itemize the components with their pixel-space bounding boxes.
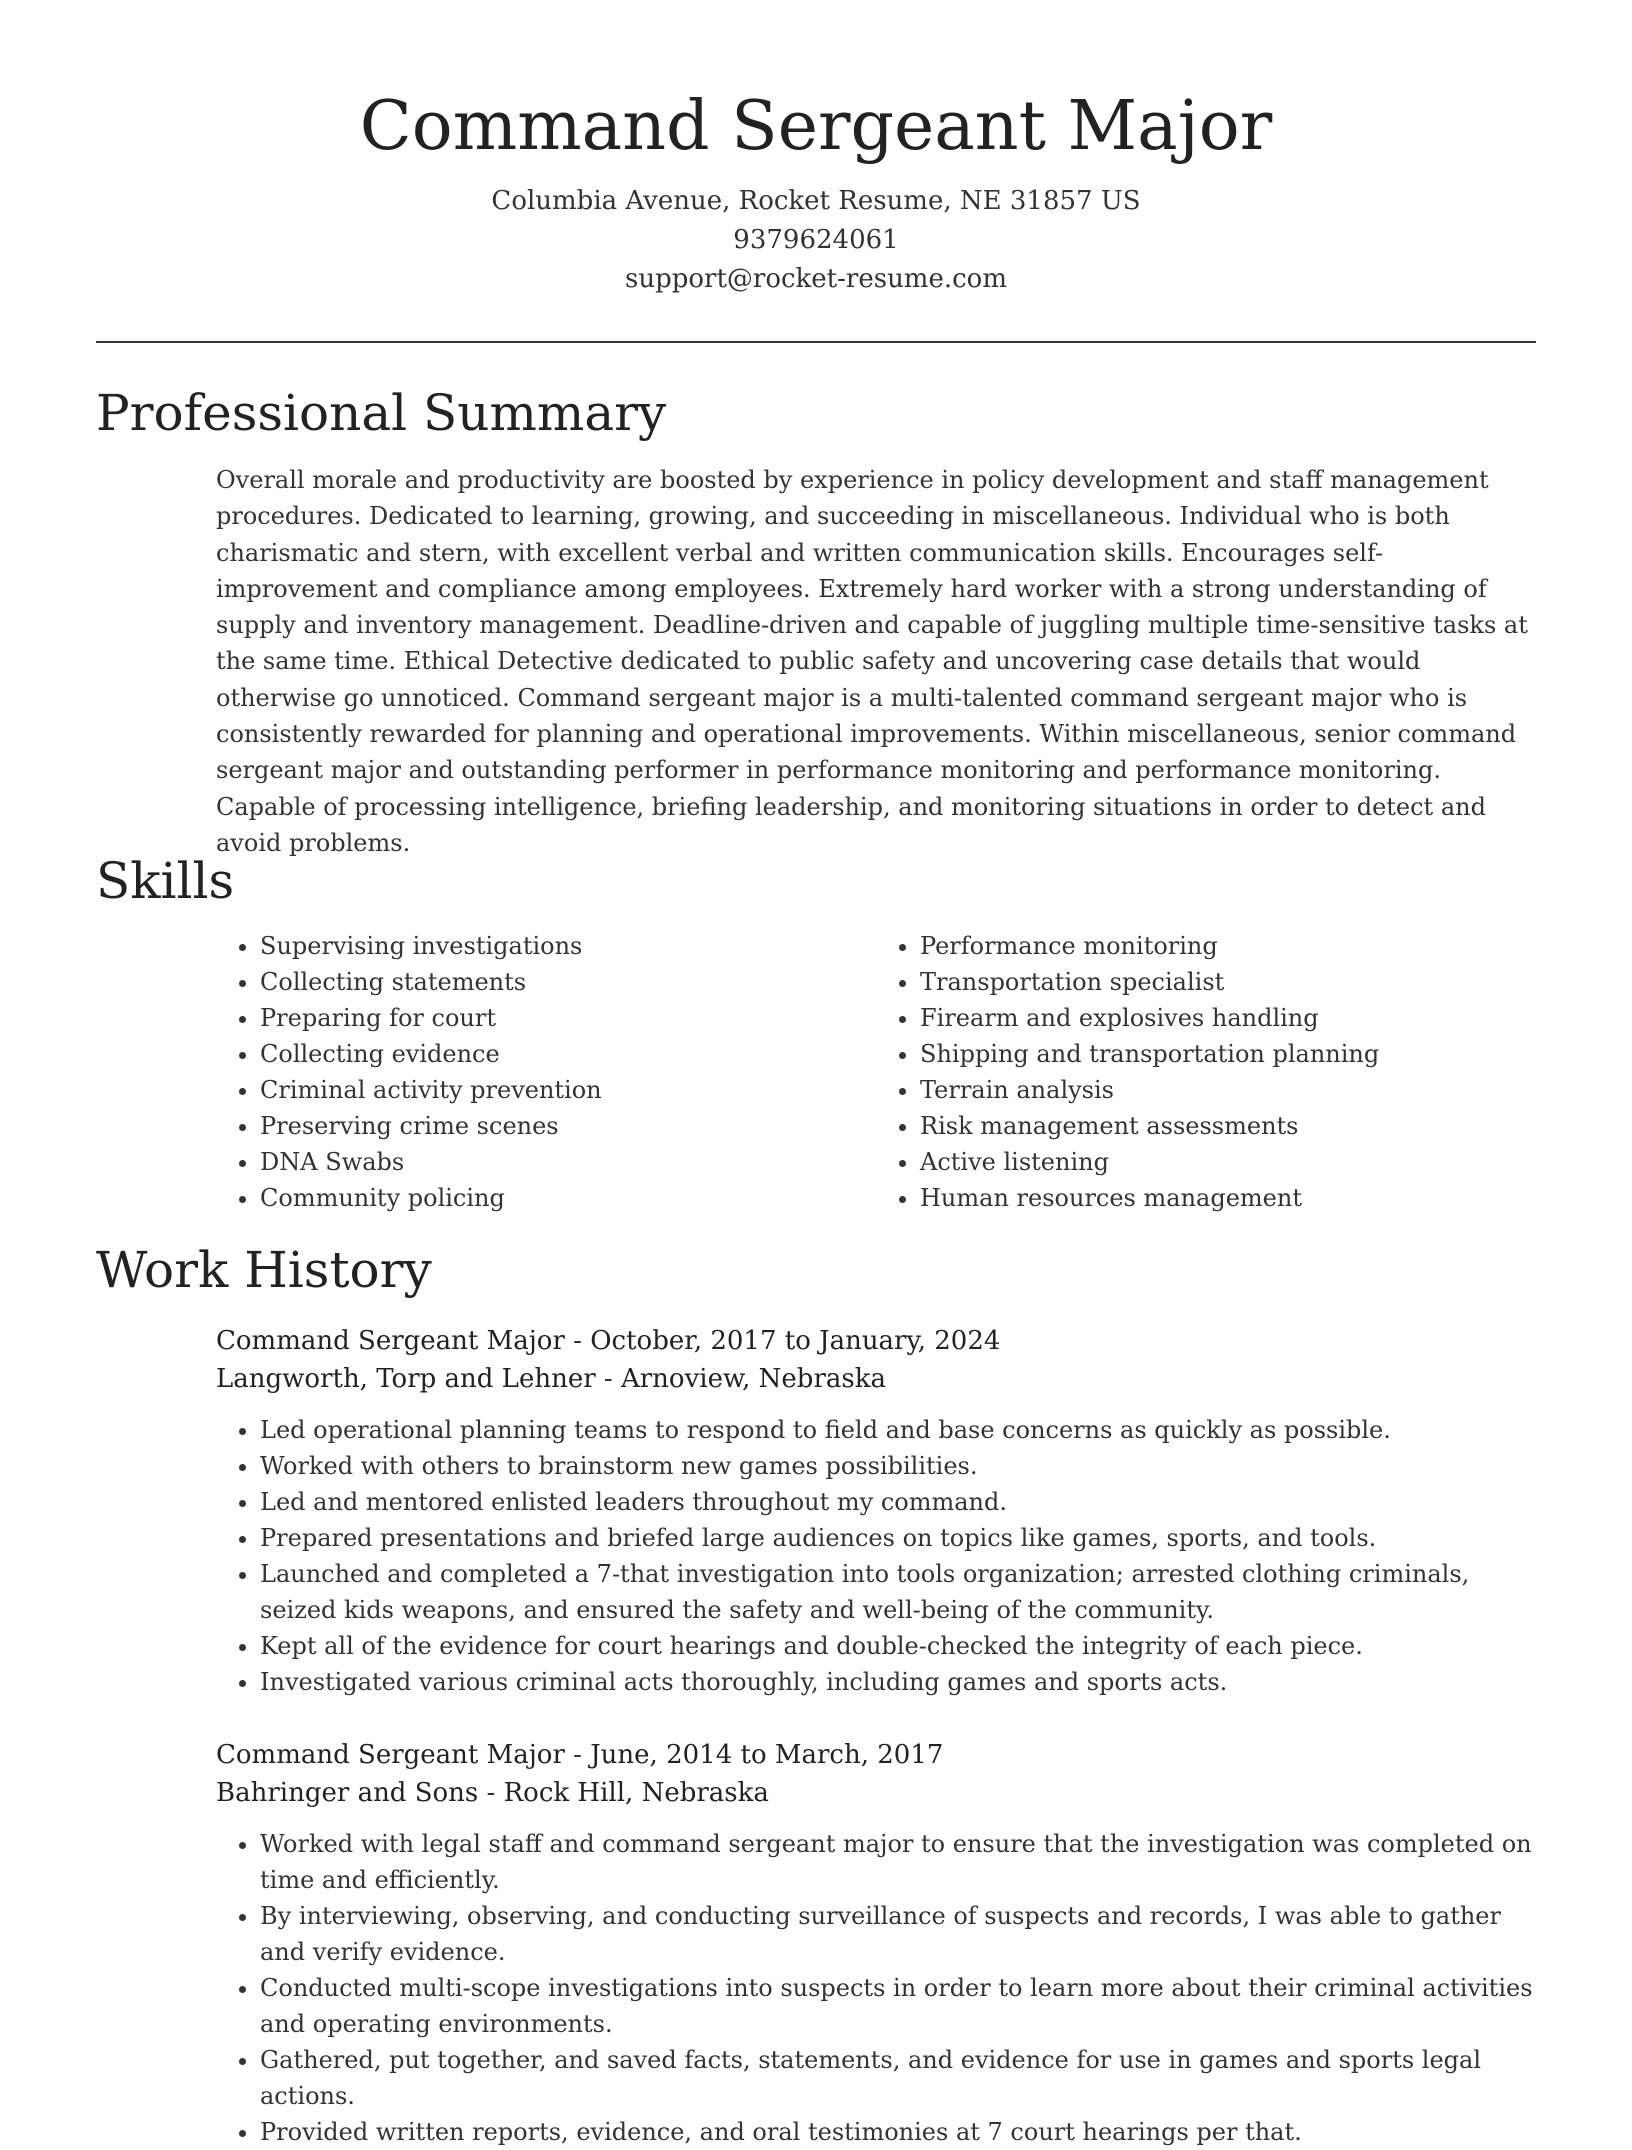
skills-heading: Skills (96, 852, 235, 910)
skill-item: • Community policing (260, 1180, 876, 1216)
skill-item: • Transportation specialist (920, 964, 1536, 1000)
separator: - (564, 1326, 591, 1356)
skill-item: • Preparing for court (260, 1000, 876, 1036)
header-divider (96, 341, 1536, 343)
skill-item: • Terrain analysis (920, 1072, 1536, 1108)
skills-list (216, 928, 1536, 1216)
job-dates: June, 2014 to March, 2017 (590, 1740, 944, 1770)
skill-item: • Preserving crime scenes (260, 1108, 876, 1144)
skill-item: • Performance monitoring (920, 928, 1536, 964)
responsibility-item: • Conducted multi-scope investigations into suspects in order to learn more about their criminal activities and operating environments. (260, 1970, 1536, 2042)
skill-item: • DNA Swabs (260, 1144, 876, 1180)
job-entry (216, 1322, 1536, 1700)
job-role: Command Sergeant Major (216, 1740, 565, 1770)
responsibility-item: • Launched and completed a 7-that investigation into tools organization; arrested clothing criminals, seized kids weapons, and ensured the safety and well-being of the community. (260, 1556, 1536, 1628)
job-role: Command Sergeant Major (216, 1326, 565, 1356)
skill-item: • Firearm and explosives handling (920, 1000, 1536, 1036)
separator: - (478, 1778, 504, 1808)
responsibility-item: • Led and mentored enlisted leaders throughout my command. (260, 1484, 1536, 1520)
job-company: Bahringer and Sons (216, 1778, 479, 1808)
job-responsibilities (216, 1826, 1536, 2150)
job-title-line (216, 1736, 1536, 1774)
skill-item: • Human resources management (920, 1180, 1536, 1216)
contact-block (0, 182, 1632, 299)
job-dates: October, 2017 to January, 2024 (590, 1326, 1001, 1356)
summary-heading: Professional Summary (96, 384, 667, 442)
job-entry (216, 1736, 1536, 2150)
separator: - (564, 1740, 591, 1770)
job-responsibilities (216, 1412, 1536, 1700)
job-location: Arnoview, Nebraska (620, 1364, 886, 1394)
summary-text: Overall morale and productivity are boosted by experience in policy development and staff management procedures. Dedicated to learning, growing, and succeeding in miscellaneous. Individual who is both charismatic and stern, with excellent verbal and written communication skills. Encourages self-improvement and compliance among employees. Extremely hard worker with a strong understanding of supply and inventory management. Deadline-driven and capable of juggling multiple time-sensitive tasks at the same time. Ethical Detective dedicated to public safety and uncovering case details that would otherwise go unnoticed. Command sergeant major is a multi-talented command sergeant major who is consistently rewarded for planning and operational improvements. Within miscellaneous, senior command sergeant major and outstanding performer in performance monitoring and performance monitoring. Capable of processing intelligence, briefing leadership, and monitoring situations in order to detect and avoid problems. (216, 466, 1528, 857)
responsibility-item: • Worked with legal staff and command sergeant major to ensure that the investigation was completed on time and efficiently. (260, 1826, 1536, 1898)
separator: - (595, 1364, 621, 1394)
job-title-line (216, 1322, 1536, 1360)
address: Columbia Avenue, Rocket Resume, NE 31857 US (491, 186, 1141, 216)
responsibility-item: • Prepared presentations and briefed large audiences on topics like games, sports, and tools. (260, 1520, 1536, 1556)
candidate-name: Command Sergeant Major (359, 87, 1273, 166)
resume-header (0, 0, 1632, 299)
skill-item: • Criminal activity prevention (260, 1072, 876, 1108)
phone-number: 9379624061 (733, 225, 899, 255)
skill-item: • Supervising investigations (260, 928, 876, 964)
skill-item: • Active listening (920, 1144, 1536, 1180)
skill-item: • Collecting evidence (260, 1036, 876, 1072)
job-company-line (216, 1774, 1536, 1812)
responsibility-item: • Investigated various criminal acts thoroughly, including games and sports acts. (260, 1664, 1536, 1700)
skills-column-right (876, 928, 1536, 1216)
responsibility-item: • Worked with others to brainstorm new games possibilities. (260, 1448, 1536, 1484)
responsibility-item: • Led operational planning teams to respond to field and base concerns as quickly as possible. (260, 1412, 1536, 1448)
job-company-line (216, 1360, 1536, 1398)
skills-column-left (216, 928, 876, 1216)
skill-item: • Risk management assessments (920, 1108, 1536, 1144)
responsibility-item: • By interviewing, observing, and conducting surveillance of suspects and records, I was able to gather and verify evidence. (260, 1898, 1536, 1970)
job-company: Langworth, Torp and Lehner (216, 1364, 596, 1394)
email-address: support@rocket-resume.com (624, 264, 1007, 294)
responsibility-item: • Provided written reports, evidence, and oral testimonies at 7 court hearings per that. (260, 2114, 1536, 2150)
skill-item: • Shipping and transportation planning (920, 1036, 1536, 1072)
job-location: Rock Hill, Nebraska (503, 1778, 769, 1808)
responsibility-item: • Kept all of the evidence for court hearings and double-checked the integrity of each piece. (260, 1628, 1536, 1664)
responsibility-item: • Gathered, put together, and saved facts, statements, and evidence for use in games and sports legal actions. (260, 2042, 1536, 2114)
work-history-heading: Work History (96, 1241, 432, 1299)
skill-item: • Collecting statements (260, 964, 876, 1000)
